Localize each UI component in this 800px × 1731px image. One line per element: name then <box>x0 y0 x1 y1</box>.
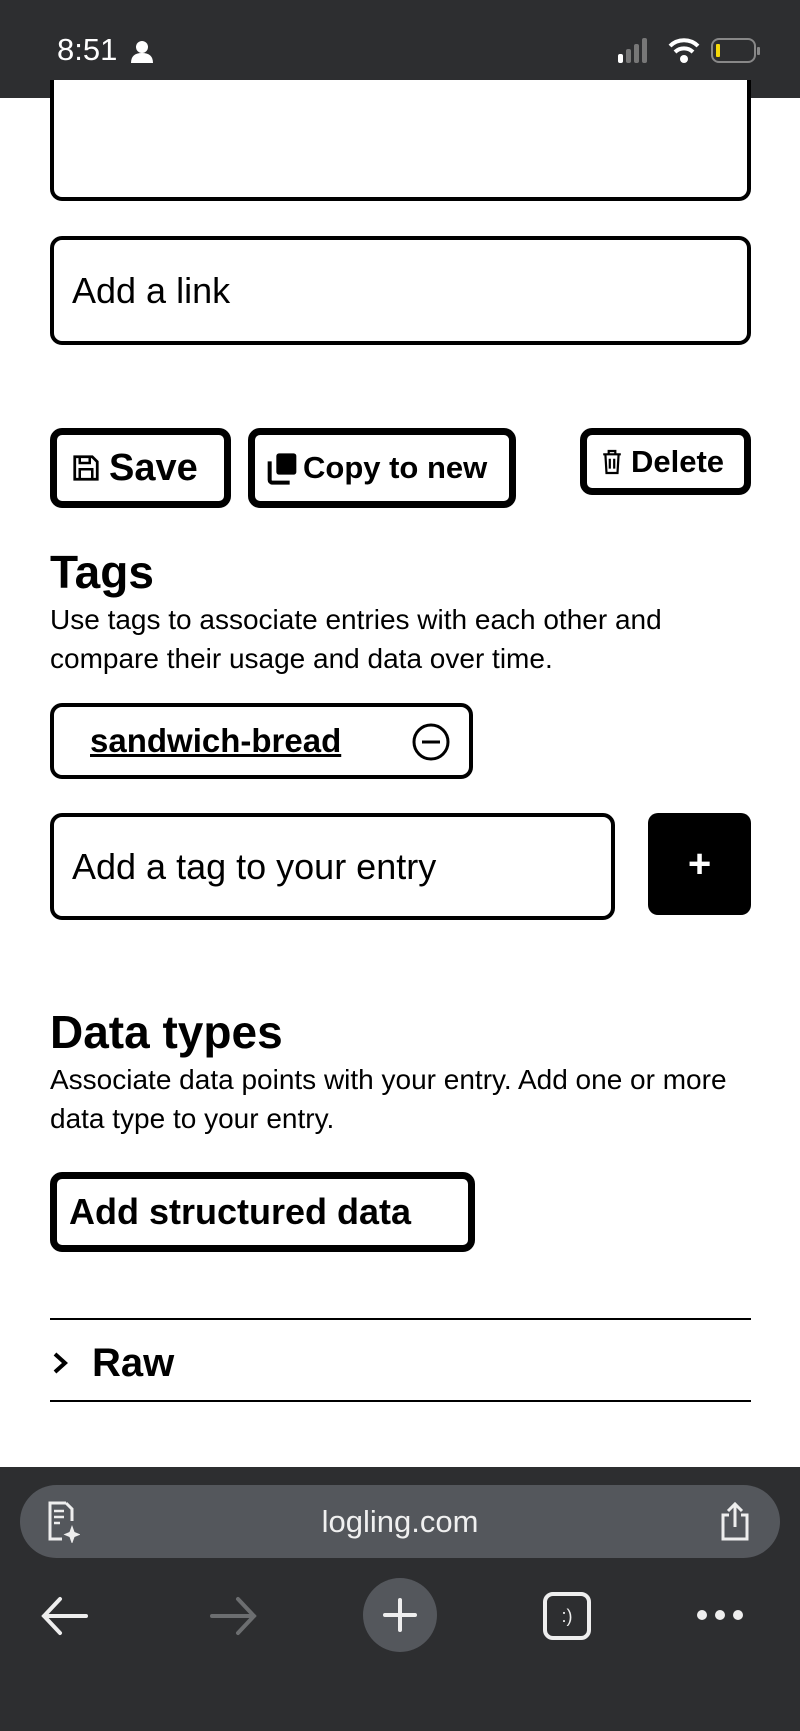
signal-icon <box>618 38 648 64</box>
save-button[interactable] <box>50 428 231 508</box>
data-types-description: Associate data points with your entry. Add one or more data type to your entry. <box>50 1064 727 1134</box>
status-time: 8:51 <box>57 32 118 67</box>
address-bar[interactable] <box>20 1485 780 1558</box>
notes-textarea[interactable] <box>50 80 751 201</box>
remove-tag-icon[interactable] <box>411 722 451 762</box>
url-text: logling.com <box>321 1503 479 1539</box>
add-tag-button[interactable]: + <box>648 813 751 915</box>
divider <box>50 1400 751 1402</box>
link-input-placeholder: Add a link <box>72 269 231 311</box>
person-icon <box>130 40 154 64</box>
tabs-face-icon: :) <box>561 1605 573 1626</box>
copy-icon <box>267 451 299 485</box>
tags-heading: Tags <box>50 546 154 598</box>
chevron-right-icon <box>50 1350 72 1376</box>
copy-label: Copy to new <box>303 450 488 485</box>
battery-icon <box>711 38 761 64</box>
new-tab-button[interactable] <box>363 1578 437 1652</box>
tag-input-placeholder: Add a tag to your entry <box>72 845 437 887</box>
floppy-disk-icon <box>71 452 101 484</box>
more-icon[interactable] <box>695 1605 745 1625</box>
tag-input[interactable] <box>50 813 615 920</box>
link-input[interactable] <box>50 236 751 345</box>
save-label: Save <box>109 446 198 489</box>
tabs-button[interactable] <box>543 1592 591 1640</box>
trash-icon <box>601 448 623 476</box>
tag-chip <box>50 703 473 779</box>
wifi-icon <box>668 36 700 64</box>
add-structured-data-button[interactable] <box>50 1172 475 1252</box>
divider <box>50 1318 751 1320</box>
data-types-heading: Data types <box>50 1006 283 1058</box>
add-structured-data-label: Add structured data <box>69 1191 412 1232</box>
plus-icon <box>363 1578 437 1652</box>
raw-toggle[interactable] <box>50 1335 751 1391</box>
forward-arrow-icon[interactable] <box>208 1595 258 1637</box>
copy-to-new-button[interactable] <box>248 428 516 508</box>
delete-label: Delete <box>631 443 725 479</box>
tags-description: Use tags to associate entries with each other and compare their usage and data over time. <box>50 604 662 674</box>
share-icon[interactable] <box>720 1501 750 1541</box>
tag-link[interactable]: sandwich-bread <box>90 722 342 759</box>
page-summary-icon[interactable] <box>46 1501 80 1543</box>
delete-button[interactable] <box>580 428 751 495</box>
back-arrow-icon[interactable] <box>40 1595 90 1637</box>
raw-label: Raw <box>92 1340 175 1385</box>
